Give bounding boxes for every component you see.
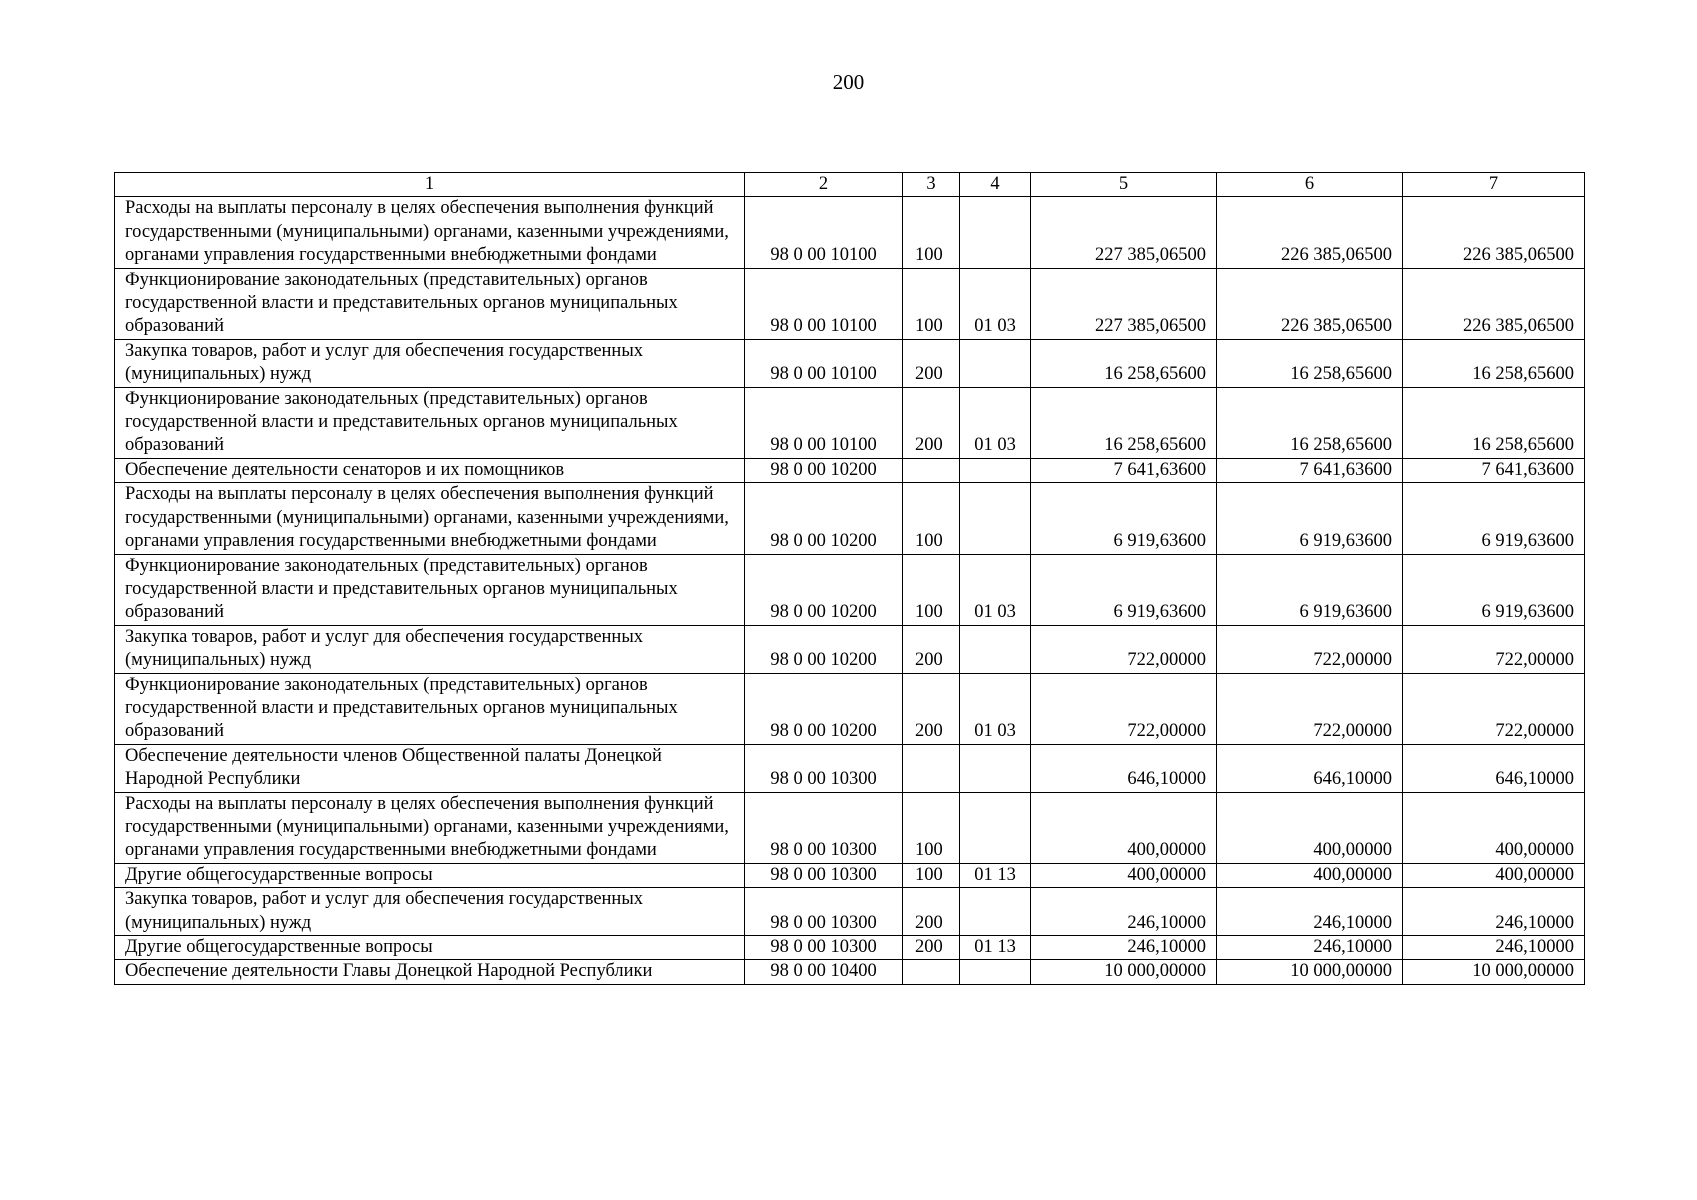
target-code-cell: 98 0 00 10200 xyxy=(745,483,903,554)
expense-type-cell: 100 xyxy=(903,483,960,554)
section-cell: 01 03 xyxy=(960,268,1031,339)
amount-col5-cell: 400,00000 xyxy=(1031,863,1217,887)
amount-col6-cell: 722,00000 xyxy=(1217,625,1403,673)
section-cell: 01 03 xyxy=(960,554,1031,625)
amount-col7-cell: 722,00000 xyxy=(1403,625,1585,673)
expense-type-cell: 100 xyxy=(903,863,960,887)
expense-name-cell: Обеспечение деятельности членов Общественной палаты Донецкой Народной Республики xyxy=(115,744,745,792)
section-cell: 01 03 xyxy=(960,387,1031,458)
table-row xyxy=(115,387,1585,458)
expense-type-cell xyxy=(903,960,960,984)
section-cell: 01 13 xyxy=(960,936,1031,960)
expense-name-cell: Другие общегосударственные вопросы xyxy=(115,936,745,960)
amount-col5-cell: 246,10000 xyxy=(1031,888,1217,936)
expense-type-cell: 200 xyxy=(903,387,960,458)
target-code-cell: 98 0 00 10200 xyxy=(745,458,903,482)
column-header-5: 5 xyxy=(1031,173,1217,197)
header-row xyxy=(115,173,1585,197)
expense-name-cell: Расходы на выплаты персоналу в целях обеспечения выполнения функций государственными (муниципальными) органами, казенными учреждениями, органами управления государственными внебюджетными фондами xyxy=(115,483,745,554)
amount-col7-cell: 16 258,65600 xyxy=(1403,339,1585,387)
column-header-7: 7 xyxy=(1403,173,1585,197)
amount-col6-cell: 10 000,00000 xyxy=(1217,960,1403,984)
amount-col7-cell: 6 919,63600 xyxy=(1403,554,1585,625)
expense-name-cell: Расходы на выплаты персоналу в целях обеспечения выполнения функций государственными (муниципальными) органами, казенными учреждениями, органами управления государственными внебюджетными фондами xyxy=(115,792,745,863)
section-cell xyxy=(960,458,1031,482)
expense-name-cell: Обеспечение деятельности сенаторов и их помощников xyxy=(115,458,745,482)
expense-name-cell: Функционирование законодательных (представительных) органов государственной власти и представительных органов муниципальных образований xyxy=(115,387,745,458)
target-code-cell: 98 0 00 10400 xyxy=(745,960,903,984)
amount-col6-cell: 400,00000 xyxy=(1217,792,1403,863)
amount-col5-cell: 722,00000 xyxy=(1031,625,1217,673)
expense-name-cell: Функционирование законодательных (представительных) органов государственной власти и представительных органов муниципальных образований xyxy=(115,673,745,744)
amount-col7-cell: 6 919,63600 xyxy=(1403,483,1585,554)
amount-col6-cell: 16 258,65600 xyxy=(1217,339,1403,387)
target-code-cell: 98 0 00 10100 xyxy=(745,387,903,458)
amount-col5-cell: 227 385,06500 xyxy=(1031,268,1217,339)
target-code-cell: 98 0 00 10300 xyxy=(745,863,903,887)
amount-col5-cell: 7 641,63600 xyxy=(1031,458,1217,482)
amount-col5-cell: 10 000,00000 xyxy=(1031,960,1217,984)
amount-col7-cell: 722,00000 xyxy=(1403,673,1585,744)
table-row xyxy=(115,792,1585,863)
column-header-6: 6 xyxy=(1217,173,1403,197)
section-cell xyxy=(960,744,1031,792)
section-cell: 01 03 xyxy=(960,673,1031,744)
expense-type-cell: 200 xyxy=(903,673,960,744)
amount-col7-cell: 400,00000 xyxy=(1403,792,1585,863)
amount-col6-cell: 226 385,06500 xyxy=(1217,268,1403,339)
table-row xyxy=(115,960,1585,984)
table-row xyxy=(115,744,1585,792)
amount-col7-cell: 7 641,63600 xyxy=(1403,458,1585,482)
amount-col5-cell: 722,00000 xyxy=(1031,673,1217,744)
expense-type-cell: 100 xyxy=(903,792,960,863)
section-cell xyxy=(960,483,1031,554)
expense-name-cell: Закупка товаров, работ и услуг для обеспечения государственных (муниципальных) нужд xyxy=(115,625,745,673)
expense-type-cell: 200 xyxy=(903,888,960,936)
amount-col7-cell: 226 385,06500 xyxy=(1403,268,1585,339)
page-number: 200 xyxy=(832,70,865,94)
section-cell xyxy=(960,792,1031,863)
table-row xyxy=(115,554,1585,625)
expense-name-cell: Обеспечение деятельности Главы Донецкой Народной Республики xyxy=(115,960,745,984)
expense-type-cell: 100 xyxy=(903,554,960,625)
table-row xyxy=(115,673,1585,744)
amount-col6-cell: 16 258,65600 xyxy=(1217,387,1403,458)
amount-col6-cell: 722,00000 xyxy=(1217,673,1403,744)
expense-name-cell: Функционирование законодательных (представительных) органов государственной власти и представительных органов муниципальных образований xyxy=(115,268,745,339)
amount-col5-cell: 646,10000 xyxy=(1031,744,1217,792)
target-code-cell: 98 0 00 10100 xyxy=(745,197,903,268)
amount-col6-cell: 400,00000 xyxy=(1217,863,1403,887)
column-header-3: 3 xyxy=(903,173,960,197)
amount-col5-cell: 400,00000 xyxy=(1031,792,1217,863)
amount-col6-cell: 646,10000 xyxy=(1217,744,1403,792)
section-cell: 01 13 xyxy=(960,863,1031,887)
expense-type-cell xyxy=(903,744,960,792)
expense-type-cell: 100 xyxy=(903,197,960,268)
target-code-cell: 98 0 00 10300 xyxy=(745,792,903,863)
section-cell xyxy=(960,960,1031,984)
expense-type-cell xyxy=(903,458,960,482)
table-row xyxy=(115,268,1585,339)
amount-col7-cell: 246,10000 xyxy=(1403,888,1585,936)
expense-type-cell: 200 xyxy=(903,625,960,673)
amount-col7-cell: 246,10000 xyxy=(1403,936,1585,960)
expense-name-cell: Закупка товаров, работ и услуг для обеспечения государственных (муниципальных) нужд xyxy=(115,339,745,387)
target-code-cell: 98 0 00 10100 xyxy=(745,268,903,339)
section-cell xyxy=(960,197,1031,268)
amount-col7-cell: 400,00000 xyxy=(1403,863,1585,887)
column-header-4: 4 xyxy=(960,173,1031,197)
target-code-cell: 98 0 00 10200 xyxy=(745,554,903,625)
section-cell xyxy=(960,339,1031,387)
column-header-1: 1 xyxy=(115,173,745,197)
amount-col5-cell: 16 258,65600 xyxy=(1031,387,1217,458)
table-row xyxy=(115,936,1585,960)
section-cell xyxy=(960,888,1031,936)
expense-name-cell: Функционирование законодательных (представительных) органов государственной власти и представительных органов муниципальных образований xyxy=(115,554,745,625)
section-cell xyxy=(960,625,1031,673)
expense-name-cell: Расходы на выплаты персоналу в целях обеспечения выполнения функций государственными (муниципальными) органами, казенными учреждениями, органами управления государственными внебюджетными фондами xyxy=(115,197,745,268)
table-row xyxy=(115,888,1585,936)
amount-col5-cell: 246,10000 xyxy=(1031,936,1217,960)
amount-col5-cell: 6 919,63600 xyxy=(1031,483,1217,554)
amount-col6-cell: 6 919,63600 xyxy=(1217,483,1403,554)
target-code-cell: 98 0 00 10200 xyxy=(745,673,903,744)
target-code-cell: 98 0 00 10200 xyxy=(745,625,903,673)
amount-col5-cell: 16 258,65600 xyxy=(1031,339,1217,387)
column-header-2: 2 xyxy=(745,173,903,197)
table-row xyxy=(115,625,1585,673)
target-code-cell: 98 0 00 10300 xyxy=(745,744,903,792)
table-row xyxy=(115,863,1585,887)
expense-type-cell: 200 xyxy=(903,936,960,960)
table-row xyxy=(115,458,1585,482)
amount-col6-cell: 246,10000 xyxy=(1217,936,1403,960)
budget-table xyxy=(114,172,1585,985)
expense-name-cell: Другие общегосударственные вопросы xyxy=(115,863,745,887)
target-code-cell: 98 0 00 10100 xyxy=(745,339,903,387)
expense-name-cell: Закупка товаров, работ и услуг для обеспечения государственных (муниципальных) нужд xyxy=(115,888,745,936)
amount-col6-cell: 6 919,63600 xyxy=(1217,554,1403,625)
table-row xyxy=(115,483,1585,554)
target-code-cell: 98 0 00 10300 xyxy=(745,936,903,960)
table-row xyxy=(115,339,1585,387)
amount-col5-cell: 6 919,63600 xyxy=(1031,554,1217,625)
amount-col6-cell: 246,10000 xyxy=(1217,888,1403,936)
table-row xyxy=(115,197,1585,268)
amount-col7-cell: 226 385,06500 xyxy=(1403,197,1585,268)
amount-col6-cell: 7 641,63600 xyxy=(1217,458,1403,482)
expense-type-cell: 100 xyxy=(903,268,960,339)
amount-col7-cell: 16 258,65600 xyxy=(1403,387,1585,458)
target-code-cell: 98 0 00 10300 xyxy=(745,888,903,936)
amount-col7-cell: 10 000,00000 xyxy=(1403,960,1585,984)
amount-col7-cell: 646,10000 xyxy=(1403,744,1585,792)
expense-type-cell: 200 xyxy=(903,339,960,387)
amount-col6-cell: 226 385,06500 xyxy=(1217,197,1403,268)
amount-col5-cell: 227 385,06500 xyxy=(1031,197,1217,268)
